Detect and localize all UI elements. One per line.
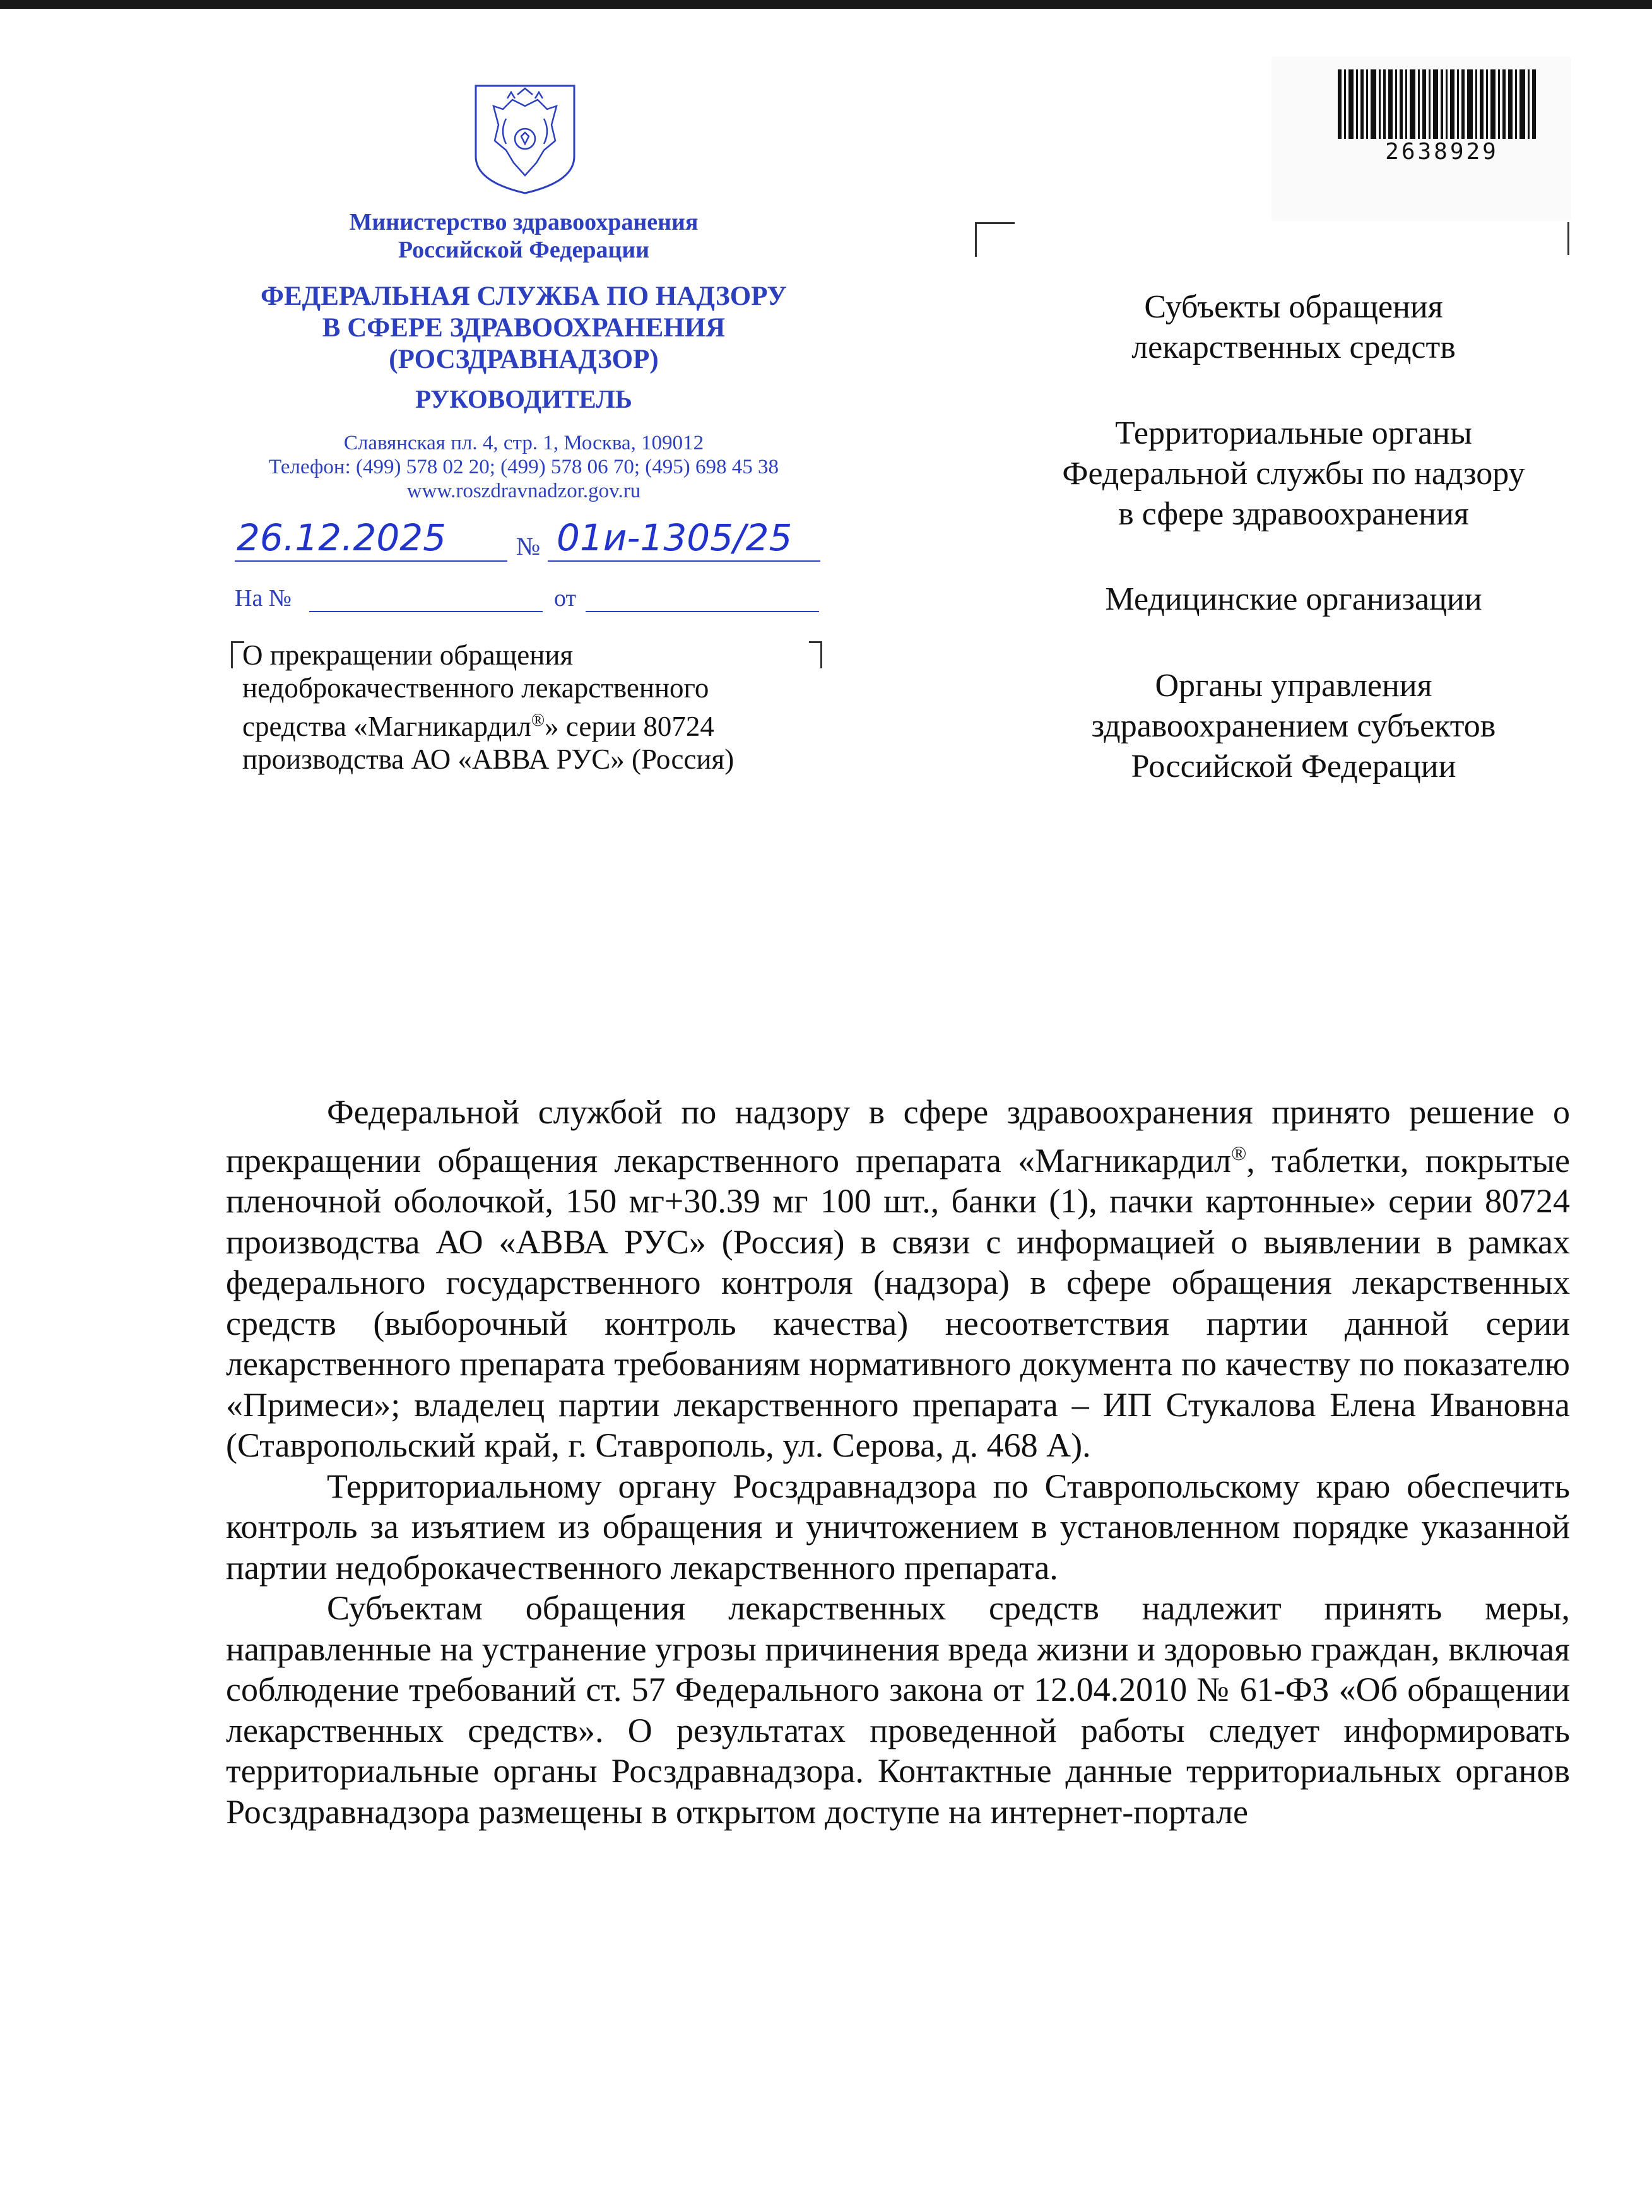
barcode-number: 2638929 [1385,139,1499,165]
ref-number-underline [309,611,543,612]
subject-text: О прекращении обращения недоброкачественного лекарственного средства «Магникардил®» серии 80724 производства АО «АВВА РУС» (Россия) [242,639,735,775]
sender-phone: Телефон: (499) 578 02 20; (499) 578 06 70; (495) 698 45 38 [268,456,779,478]
sender-website: www.roszdravnadzor.gov.ru [406,480,641,502]
recipient-4: Органы управления здравоохранением субъектов Российской Федерации [1091,668,1496,784]
paragraph-3: Субъектам обращения лекарственных средств надлежит принять меры, направленные на устранение угрозы причинения вреда жизни и здоровью граждан, включая соблюдение требований ст. 57 Федерального закона от 12.04.2010 № 61-ФЗ «Об обращении лекарственных средств». О результатах проведенной работы следует информировать территориальные органы Росздравнадзора. Контактные данные территориальных органов Росздравнадзора размещены в открытом доступе на интернет-портале [226,1589,1570,1831]
number-underline [548,560,820,562]
sender-address: Славянская пл. 4, стр. 1, Москва, 109012 [343,432,704,454]
registration-date: 26.12.2025 [237,516,447,559]
registration-number: 01и-1305/25 [557,516,793,559]
recipient-bracket-right [1566,222,1569,255]
barcode-image [1338,69,1540,139]
scan-top-edge [0,0,1652,9]
coat-of-arms-emblem [468,81,582,196]
ref-date-label: от [554,585,577,612]
head-title: РУКОВОДИТЕЛЬ [415,384,632,413]
ref-number-label: На № [235,585,292,612]
letter-body [226,1092,1570,1832]
recipient-2: Территориальные органы Федеральной службы по надзору в сфере здравоохранения [1062,415,1525,532]
date-underline [235,560,507,562]
sender-contacts [196,431,852,503]
number-label: № [516,532,541,560]
recipient-3: Медицинские организации [1105,581,1482,617]
paragraph-2: Территориальному органу Росздравнадзора по Ставропольскому краю обеспечить контроль за изъятием из обращения и уничтожением в установленном порядке указанной партии недоброкачественного лекарственного препарата. [226,1467,1570,1587]
paragraph-1: Федеральной службой по надзору в сфере здравоохранения принято решение о прекращении обращения лекарственного препарата «Магникардил®, таблетки, покрытые пленочной оболочкой, 150 мг+30.39 мг 100 шт., банки (1), пачки картонные» серии 80724 производства АО «АВВА РУС» (Россия) в связи с информацией о выявлении в рамках федерального государственного контроля (надзора) в сфере обращения лекарственных средств (выборочный контроль качества) несоответствия партии данной серии лекарственного препарата требованиям нормативного документа по качеству по показателю «Примеси»; владелец партии лекарственного препарата – ИП Стукалова Елена Ивановна (Ставропольский край, г. Ставрополь, ул. Серова, д. 468 А). [226,1093,1570,1464]
ref-date-underline [586,611,819,612]
ministry-name: Министерство здравоохранения Российской Федерации [349,209,699,263]
recipient-1: Субъекты обращения лекарственных средств [1131,289,1456,365]
recipient-bracket-left [975,222,1015,257]
service-name: ФЕДЕРАЛЬНАЯ СЛУЖБА ПО НАДЗОРУ В СФЕРЕ ЗДРАВООХРАНЕНИЯ (РОСЗДРАВНАДЗОР) [261,281,787,374]
